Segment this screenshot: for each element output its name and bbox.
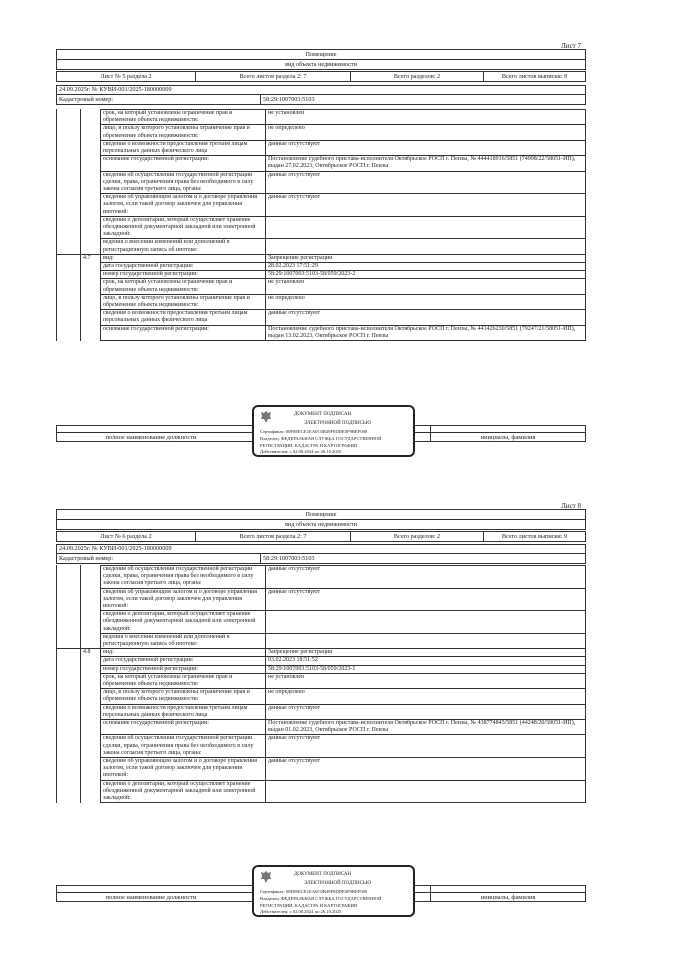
row-value: данные отсутствуют bbox=[265, 565, 586, 588]
row-number bbox=[80, 610, 100, 633]
row-number bbox=[80, 294, 100, 309]
cadastral-number-value: 58:29:1007003:5103 bbox=[263, 555, 315, 562]
sheet-of-section: Лист № 5 раздела 2 bbox=[57, 72, 196, 81]
row-number bbox=[80, 309, 100, 324]
row-number bbox=[80, 688, 100, 703]
row-label: основание государственной регистрации: bbox=[100, 325, 265, 341]
row-margin-cell bbox=[56, 216, 80, 239]
table-row bbox=[56, 171, 586, 194]
row-number bbox=[80, 665, 100, 673]
table-row bbox=[56, 325, 586, 341]
row-margin-cell bbox=[56, 704, 80, 719]
row-number bbox=[80, 238, 100, 253]
stamp-owner-continued: РЕГИСТРАЦИИ, КАДАСТРА И КАРТОГРАФИИ bbox=[260, 903, 358, 908]
row-label: сведения о депозитарии, который осуществляет хранение обездвиженной документарной закладной или электронной закладной: bbox=[100, 216, 265, 239]
extract-sheets-total: Всего листов выписки: 9 bbox=[501, 533, 568, 540]
row-number bbox=[80, 673, 100, 688]
object-type-caption: вид объекта недвижимости bbox=[285, 521, 357, 528]
name-caption: инициалы, фамилия bbox=[480, 434, 536, 441]
document-reference-block bbox=[56, 544, 586, 564]
row-value: данные отсутствуют bbox=[265, 734, 586, 757]
row-number bbox=[80, 171, 100, 194]
row-label: лицо, в пользу которого установлены ограничение прав и обременение объекта недвижимости: bbox=[100, 124, 265, 139]
electronic-signature-stamp bbox=[252, 405, 415, 457]
object-type-header bbox=[56, 49, 586, 70]
row-label: срок, на который установлены ограничение прав и обременение объекта недвижимости: bbox=[100, 109, 265, 124]
stamp-title-line2: ЭЛЕКТРОННОЙ ПОДПИСЬЮ bbox=[304, 421, 371, 426]
sheet-info-row bbox=[56, 531, 586, 542]
table-row bbox=[56, 719, 586, 734]
row-value: 28.02.2023 17:51:29 bbox=[265, 262, 586, 270]
row-margin-cell bbox=[56, 238, 80, 253]
cadastral-number-value: 58:29:1007003:5103 bbox=[263, 96, 315, 103]
row-value bbox=[265, 780, 586, 804]
row-label: вид: bbox=[100, 254, 265, 262]
encumbrance-table bbox=[56, 109, 586, 341]
row-number bbox=[80, 656, 100, 664]
row-value: данные отсутствуют bbox=[265, 171, 586, 194]
table-row bbox=[56, 688, 586, 703]
row-margin-cell bbox=[56, 294, 80, 309]
table-row bbox=[56, 124, 586, 139]
cadastral-number-label: Кадастровый номер: bbox=[57, 95, 261, 104]
table-row bbox=[56, 278, 586, 293]
row-margin-cell bbox=[56, 278, 80, 293]
table-row bbox=[56, 238, 586, 253]
row-label: сведения о возможности предоставления третьим лицам персональных данных физического лица bbox=[100, 140, 265, 155]
document-reference: 24.09.2025г. № КУВИ-001/2025-180000009 bbox=[59, 86, 172, 93]
sheet-info-row bbox=[56, 71, 586, 82]
table-row bbox=[56, 780, 586, 804]
stamp-owner-continued: РЕГИСТРАЦИИ, КАДАСТРА И КАРТОГРАФИИ bbox=[260, 443, 358, 448]
table-row bbox=[56, 155, 586, 170]
table-row bbox=[56, 704, 586, 719]
row-label: сведения об осуществлении государственной регистрации сделки, права, ограничения права без необходимого в силу закона согласия третьего лица, органа: bbox=[100, 171, 265, 194]
row-margin-cell bbox=[56, 610, 80, 633]
row-margin-cell bbox=[56, 193, 80, 216]
row-value: 58:29:1007003:5103-58/059/2023-1 bbox=[265, 665, 586, 673]
row-margin-cell bbox=[56, 688, 80, 703]
row-value: данные отсутствуют bbox=[265, 757, 586, 780]
table-row bbox=[56, 633, 586, 648]
row-value: не установлен bbox=[265, 109, 586, 124]
row-number bbox=[80, 588, 100, 611]
table-row bbox=[56, 109, 586, 124]
object-type-caption: вид объекта недвижимости bbox=[285, 61, 357, 68]
row-label: вид: bbox=[100, 648, 265, 656]
row-label: дата государственной регистрации: bbox=[100, 656, 265, 664]
object-type-header bbox=[56, 509, 586, 530]
row-margin-cell bbox=[56, 633, 80, 648]
stamp-certificate: Сертификат: 00F0EECE1EA0C0B49F0DDE0F9BEF000 bbox=[260, 429, 368, 434]
stamp-validity: Действителен: с 02.08.2024 по 26.10.2025 bbox=[260, 909, 342, 914]
row-margin-cell bbox=[56, 734, 80, 757]
row-label: номер государственной регистрации: bbox=[100, 665, 265, 673]
row-margin-cell bbox=[56, 124, 80, 139]
table-row bbox=[56, 254, 586, 262]
row-value: 03.02.2023 18:51:52 bbox=[265, 656, 586, 664]
table-row bbox=[56, 665, 586, 673]
row-number bbox=[80, 109, 100, 124]
row-number bbox=[80, 325, 100, 341]
row-label: сведения о возможности предоставления третьим лицам персональных данных физического лица bbox=[100, 309, 265, 324]
row-value: данные отсутствуют bbox=[265, 140, 586, 155]
row-margin-cell bbox=[56, 325, 80, 341]
row-margin-cell bbox=[56, 254, 80, 262]
row-margin-cell bbox=[56, 757, 80, 780]
table-row bbox=[56, 673, 586, 688]
coat-of-arms-icon bbox=[260, 870, 272, 884]
stamp-owner: Владелец: ФЕДЕРАЛЬНАЯ СЛУЖБА ГОСУДАРСТВЕННОЙ bbox=[260, 436, 382, 441]
row-number bbox=[80, 757, 100, 780]
row-value: данные отсутствуют bbox=[265, 704, 586, 719]
row-margin-cell bbox=[56, 780, 80, 804]
row-margin-cell bbox=[56, 719, 80, 734]
row-number bbox=[80, 278, 100, 293]
object-type: Помещение bbox=[57, 510, 585, 520]
row-number bbox=[80, 193, 100, 216]
row-margin-cell bbox=[56, 109, 80, 124]
row-label: лицо, в пользу которого установлены ограничение прав и обременение объекта недвижимости: bbox=[100, 688, 265, 703]
row-label: дата государственной регистрации: bbox=[100, 262, 265, 270]
row-value: 58:29:1007003:5103-58/059/2023-2 bbox=[265, 270, 586, 278]
row-label: срок, на который установлены ограничение прав и обременение объекта недвижимости: bbox=[100, 278, 265, 293]
row-number bbox=[80, 124, 100, 139]
encumbrance-table bbox=[56, 565, 586, 803]
document-page-2 bbox=[0, 480, 697, 960]
row-margin-cell bbox=[56, 270, 80, 278]
row-label: срок, на который установлены ограничение прав и обременение объекта недвижимости: bbox=[100, 673, 265, 688]
row-number bbox=[80, 734, 100, 757]
table-row bbox=[56, 309, 586, 324]
row-margin-cell bbox=[56, 565, 80, 588]
stamp-certificate: Сертификат: 00F0EECE1EA0C0B49F0DDE0F9BEF000 bbox=[260, 889, 368, 894]
row-margin-cell bbox=[56, 656, 80, 664]
row-label: ведения о внесении изменений или дополнений в регистрационную запись об ипотеке: bbox=[100, 633, 265, 648]
table-row bbox=[56, 270, 586, 278]
table-row bbox=[56, 262, 586, 270]
row-value bbox=[265, 633, 586, 648]
row-label: сведения о депозитарии, который осуществляет хранение обездвиженной документарной закладной или электронной закладной: bbox=[100, 610, 265, 633]
table-row bbox=[56, 588, 586, 611]
row-number bbox=[80, 565, 100, 588]
row-label: сведения об осуществлении государственной регистрации сделки, права, ограничения права без необходимого в силу закона согласия третьего лица, органа: bbox=[100, 734, 265, 757]
table-row bbox=[56, 294, 586, 309]
table-row bbox=[56, 656, 586, 664]
table-row bbox=[56, 193, 586, 216]
electronic-signature-stamp bbox=[252, 865, 415, 917]
object-type: Помещение bbox=[57, 50, 585, 60]
row-label: лицо, в пользу которого установлены ограничение прав и обременение объекта недвижимости: bbox=[100, 294, 265, 309]
row-margin-cell bbox=[56, 648, 80, 656]
row-label: сведения о депозитарии, который осуществляет хранение обездвиженной документарной закладной или электронной закладной: bbox=[100, 780, 265, 804]
table-row bbox=[56, 216, 586, 239]
row-value: данные отсутствуют bbox=[265, 193, 586, 216]
section-sheets-total: Всего листов раздела 2: 7 bbox=[196, 72, 351, 81]
row-margin-cell bbox=[56, 171, 80, 194]
row-value: Постановление судебного пристава-исполнителя Октябрьское РОСП г. Пензы, № 441426230/5851 (79247/21/58051-ИП), выдан 13.02.2023, Октябрьское РОСП г. Пензы bbox=[265, 325, 586, 341]
row-label: основание государственной регистрации: bbox=[100, 155, 265, 170]
row-label: основание государственной регистрации: bbox=[100, 719, 265, 734]
row-margin-cell bbox=[56, 155, 80, 170]
row-number: 4.8 bbox=[80, 648, 100, 656]
extract-sheets-total: Всего листов выписки: 9 bbox=[501, 73, 568, 80]
row-number bbox=[80, 155, 100, 170]
table-row bbox=[56, 610, 586, 633]
row-margin-cell bbox=[56, 140, 80, 155]
position-caption: полное наименование должности bbox=[105, 894, 197, 901]
table-row bbox=[56, 648, 586, 656]
position-caption: полное наименование должности bbox=[105, 434, 197, 441]
table-row bbox=[56, 734, 586, 757]
row-value: не установлен bbox=[265, 673, 586, 688]
row-value: Постановление судебного пристава-исполнителя Октябрьское РОСП г. Пензы, № 438774845/5851 (44248/20/58051-ИП), выдан 01.02.2023, Октябрьское РОСП г. Пензы bbox=[265, 719, 586, 734]
row-number bbox=[80, 262, 100, 270]
table-row bbox=[56, 757, 586, 780]
stamp-title-line2: ЭЛЕКТРОННОЙ ПОДПИСЬЮ bbox=[304, 881, 371, 886]
row-value bbox=[265, 610, 586, 633]
sections-total: Всего разделов: 2 bbox=[351, 72, 484, 81]
row-label: сведения об осуществлении государственной регистрации сделки, права, ограничения права без необходимого в силу закона согласия третьего лица, органа: bbox=[100, 565, 265, 588]
row-margin-cell bbox=[56, 665, 80, 673]
row-margin-cell bbox=[56, 309, 80, 324]
row-number bbox=[80, 633, 100, 648]
row-value: не определено bbox=[265, 124, 586, 139]
row-label: сведения об управляющем залогом и о договоре управления залогом, если такой договор заключен для управления ипотекой: bbox=[100, 588, 265, 611]
sections-total: Всего разделов: 2 bbox=[351, 532, 484, 541]
row-value: Постановление судебного пристава-исполнителя Октябрьское РОСП г. Пензы, № 444418916/5851 (74998/22/58051-ИП), выдан 27.02.2023, Октябрьское РОСП г. Пензы bbox=[265, 155, 586, 170]
row-margin-cell bbox=[56, 673, 80, 688]
table-row bbox=[56, 565, 586, 588]
row-margin-cell bbox=[56, 588, 80, 611]
row-number: 4.7 bbox=[80, 254, 100, 262]
sheet-of-section: Лист № 6 раздела 2 bbox=[57, 532, 196, 541]
name-caption: инициалы, фамилия bbox=[480, 894, 536, 901]
sheet-number: Лист 8 bbox=[561, 502, 581, 510]
row-value: не определено bbox=[265, 688, 586, 703]
row-label: ведения о внесении изменений или дополнений в регистрационную запись об ипотеке: bbox=[100, 238, 265, 253]
row-value: данные отсутствуют bbox=[265, 309, 586, 324]
stamp-title-line1: ДОКУМЕНТ ПОДПИСАН bbox=[294, 412, 352, 417]
sheet-number: Лист 7 bbox=[561, 42, 581, 50]
row-label: сведения об управляющем залогом и о договоре управления залогом, если такой договор заключен для управления ипотекой: bbox=[100, 757, 265, 780]
stamp-title-line1: ДОКУМЕНТ ПОДПИСАН bbox=[294, 872, 352, 877]
row-value: Запрещение регистрации bbox=[265, 648, 586, 656]
document-reference-block bbox=[56, 85, 586, 105]
cadastral-number-label: Кадастровый номер: bbox=[57, 554, 261, 563]
row-value bbox=[265, 238, 586, 253]
table-row bbox=[56, 140, 586, 155]
stamp-owner: Владелец: ФЕДЕРАЛЬНАЯ СЛУЖБА ГОСУДАРСТВЕННОЙ bbox=[260, 896, 382, 901]
row-label: номер государственной регистрации: bbox=[100, 270, 265, 278]
row-value: Запрещение регистрации bbox=[265, 254, 586, 262]
row-value: данные отсутствуют bbox=[265, 588, 586, 611]
row-number bbox=[80, 704, 100, 719]
row-label: сведения о возможности предоставления третьим лицам персональных данных физического лица bbox=[100, 704, 265, 719]
row-value: не установлен bbox=[265, 278, 586, 293]
coat-of-arms-icon bbox=[260, 410, 272, 424]
row-value: не определено bbox=[265, 294, 586, 309]
row-value bbox=[265, 216, 586, 239]
document-reference: 24.09.2025г. № КУВИ-001/2025-180000009 bbox=[59, 545, 172, 552]
row-margin-cell bbox=[56, 262, 80, 270]
row-number bbox=[80, 216, 100, 239]
section-sheets-total: Всего листов раздела 2: 7 bbox=[196, 532, 351, 541]
stamp-validity: Действителен: с 02.08.2024 по 26.10.2025 bbox=[260, 449, 342, 454]
row-number bbox=[80, 719, 100, 734]
row-number bbox=[80, 140, 100, 155]
row-label: сведения об управляющем залогом и о договоре управления залогом, если такой договор заключен для управления ипотекой: bbox=[100, 193, 265, 216]
row-number bbox=[80, 780, 100, 804]
row-number bbox=[80, 270, 100, 278]
